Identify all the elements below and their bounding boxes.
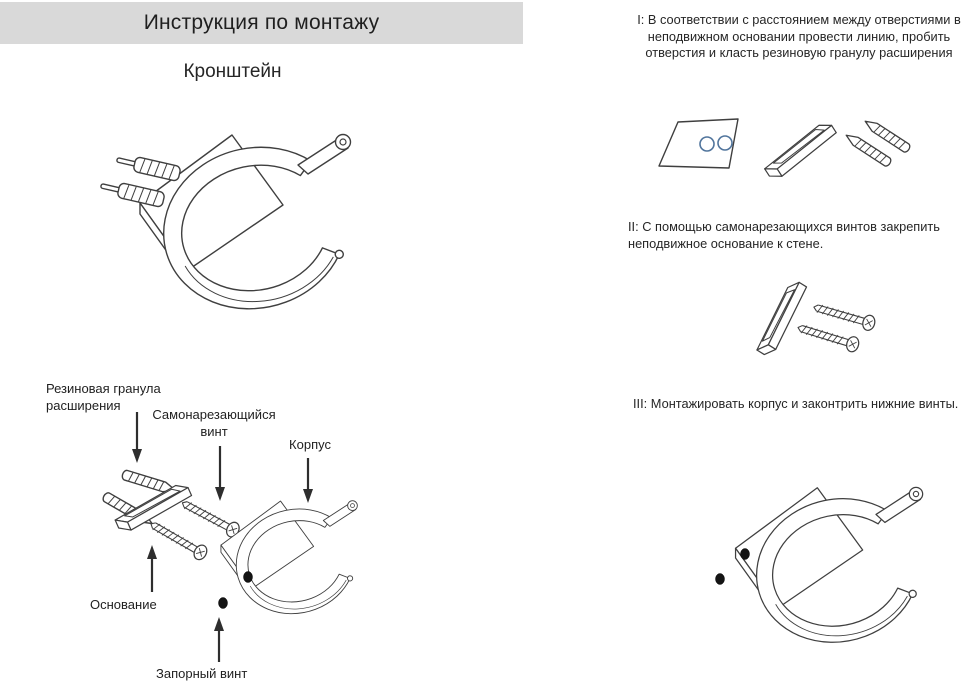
step-3-text: III: Монтажировать корпус и законтрить нижние винты.	[633, 396, 959, 411]
label-self-tapping-screw: Самонарезающийся винт	[152, 407, 276, 439]
wall-dowel	[115, 152, 181, 181]
body-drawing	[736, 484, 924, 659]
step-1-illustration	[645, 98, 965, 208]
body-drawing	[221, 499, 358, 626]
header-bar	[0, 2, 523, 44]
locking-screw-drawing	[244, 572, 253, 583]
callout-arrow-base	[147, 545, 157, 592]
page-title: Инструкция по монтажу	[143, 11, 380, 34]
callout-arrow-rubber-plug	[132, 412, 142, 463]
step-2-illustration	[728, 272, 943, 387]
self-tapping-screw-drawing	[812, 300, 877, 332]
label-body: Корпус	[289, 437, 331, 452]
base-drawing	[751, 279, 812, 359]
product-title: Кронштейн	[183, 61, 282, 82]
label-base: Основание	[90, 597, 157, 612]
assembled-bracket-drawing	[100, 115, 370, 340]
step-3-illustration	[665, 462, 965, 672]
label-rubber-plug: Резиновая гранула расширения	[46, 381, 161, 413]
wall-dowel	[99, 178, 165, 207]
label-locking-screw: Запорный винт	[156, 666, 248, 681]
base-drawing	[761, 120, 840, 182]
wall-surface-drawing	[659, 119, 738, 168]
callout-arrow-body	[303, 458, 313, 503]
step-1-text: I: В соответствии с расстоянием между отверстиями в неподвижном основании провести линию, пробить отверстия и класть резиновую гранулу расширения	[637, 12, 961, 61]
self-tapping-screw-drawing	[147, 517, 209, 562]
callout-arrow-locking-screw	[214, 617, 224, 662]
locking-screw-drawing	[219, 598, 228, 609]
self-tapping-screw-drawing	[796, 320, 861, 353]
locking-screw-drawing	[741, 549, 750, 560]
step-2-text: II: С помощью самонарезающихся винтов закрепить неподвижное основание к стене.	[628, 219, 940, 251]
self-tapping-screw-drawing	[179, 496, 242, 539]
callout-arrow-self-tapping-screw	[215, 446, 225, 501]
locking-screw-drawing	[716, 574, 725, 585]
